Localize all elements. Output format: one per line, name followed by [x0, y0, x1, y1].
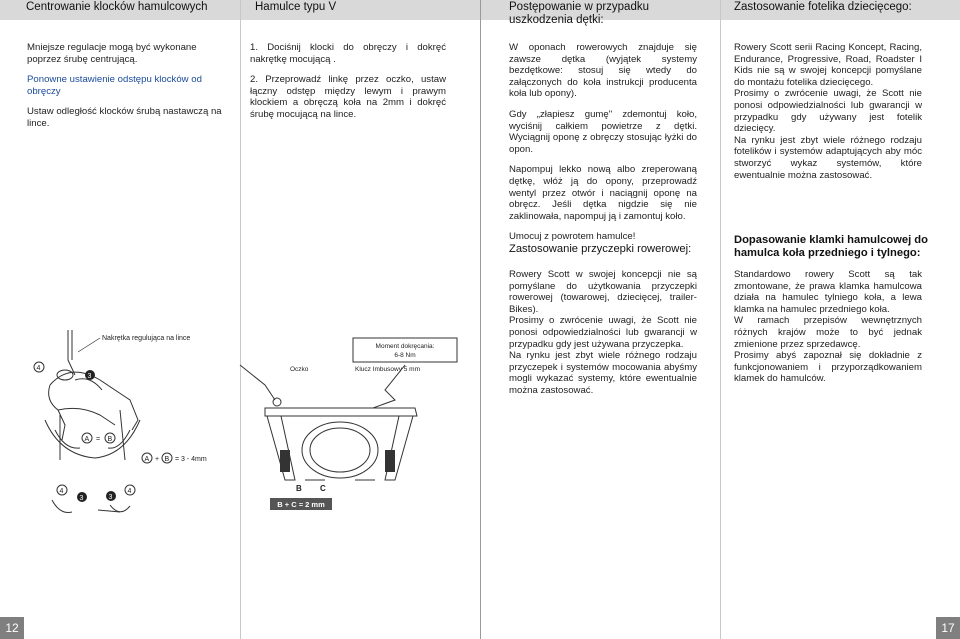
- paragraph: Prosimy o zwrócenie uwagi, że Scott nie ponosi odpowiedzialności lub gwarancji w przypadku gdy używany jest fotelik dziecięcy.: [734, 88, 922, 135]
- svg-text:A: A: [144, 456, 150, 463]
- eyelet-label: Oczko: [290, 366, 309, 373]
- brake-centering-illustration: [20, 320, 235, 525]
- adjuster-label: Nakrętka regulująca na lince: [102, 335, 191, 342]
- label-c: C: [320, 484, 326, 493]
- svg-text:3: 3: [87, 373, 92, 380]
- paragraph: Prosimy o zwrócenie uwagi, że Scott nie ponosi odpowiedzialności lub gwarancji w przypadku gdy jest używana przyczepka.: [509, 315, 697, 350]
- heading-v-brakes: Hamulce typu V: [255, 1, 337, 13]
- subheading-brake-lever: Dopasowanie klamki hamulcowej do hamulca koła przedniego i tylnego:: [734, 234, 928, 259]
- v-brake-illustration: [235, 330, 475, 525]
- column-2-text: [250, 42, 446, 130]
- svg-text:A: A: [84, 436, 90, 443]
- subheading-trailer: Zastosowanie przyczepki rowerowej:: [509, 243, 692, 255]
- paragraph: Standardowo rowery Scott są tak zmontowane, że prawa klamka hamulcowa działa na hamulec tylniego koła, a lewa klamka na hamulec przedniego koła.: [734, 269, 922, 315]
- column-1-text: [27, 42, 227, 139]
- paragraph: Ustaw odległość klocków śrubą nastawczą na lince.: [27, 106, 222, 129]
- paragraph: Na rynku jest zbyt wiele różnego rodzaju przyczepek i systemów mocowania abyśmy mogli wykazać systemy, które ewentualnie można zastosować.: [509, 350, 697, 396]
- svg-text:3: 3: [108, 494, 113, 501]
- column-3-text: [509, 42, 697, 252]
- svg-text:B: B: [107, 436, 113, 443]
- page-number-left: 12: [0, 617, 24, 639]
- heading-child-seat: Zastosowanie fotelika dziecięcego:: [734, 1, 912, 13]
- paragraph: Rowery Scott serii Racing Koncept, Racing, Endurance, Progressive, Road, Roadster I Kids nie są w swojej koncepcji pomyślane do montażu fotelika dziecięcego.: [734, 42, 922, 88]
- hex-key-label: Klucz Imbusowy 5 mm: [355, 366, 421, 373]
- column-divider: [240, 0, 241, 639]
- page-number-right: 17: [936, 617, 960, 639]
- svg-text:4: 4: [59, 488, 64, 495]
- label-b: B: [296, 484, 302, 493]
- paragraph-highlight: Ponowne ustawienie odstępu klocków od obręczy: [27, 74, 202, 97]
- paragraph: Rowery Scott w swojej koncepcji nie są pomyślane do użytkowania przyczepki rowerowej (towarowej, dziecięcej, trailer-Bikes).: [509, 269, 697, 315]
- svg-text:4: 4: [127, 488, 132, 495]
- gap-formula: B + C = 2 mm: [277, 500, 325, 509]
- svg-text:+: +: [155, 456, 160, 463]
- paragraph: Napompuj lekko nową albo zreperowaną dętkę, włóż ją do opony, przeprowadź wentyl przez otwór i naciągnij oponę na obręcz. Jeśli dętka nigdzie się nie zaklinowała, napompuj ją i zamontuj koło.: [509, 164, 697, 222]
- column-divider: [720, 0, 721, 639]
- svg-text:4: 4: [36, 365, 41, 372]
- page-divider: [480, 0, 481, 639]
- paragraph: Gdy „złapiesz gumę" zdemontuj koło, wyciśnij całkiem powietrze z dętki. Wyciągnij oponę z obręczy stosując łyżki do opon.: [509, 108, 697, 155]
- brake-lever-text: [734, 269, 922, 385]
- paragraph: W oponach rowerowych znajduje się zawsze dętka (wyjątek systemy bezdętkowe: stosuj się wtedy do załączonych do koła instrukcji producenta koła lub opony).: [509, 42, 697, 100]
- heading-tube-damage: Postępowanie w przypadku uszkodzenia dętki:: [509, 1, 649, 26]
- torque-line-1: Moment dokręcania:: [375, 343, 435, 350]
- paragraph: Mniejsze regulacje mogą być wykonane poprzez śrubę centrującą.: [27, 42, 197, 65]
- column-4-text: [734, 42, 922, 181]
- trailer-text: [509, 269, 697, 397]
- svg-text:B: B: [164, 456, 170, 463]
- paragraph: W ramach przepisów wewnętrznych różnych krajów może to być jednak zmienione przez sprzedawcę.: [734, 315, 922, 350]
- paragraph: Prosimy abyś zapoznał się dokładnie z funkcjonowaniem i przyporządkowaniem klamek do hamulców.: [734, 350, 922, 385]
- step-2: 2. Przeprowadź linkę przez oczko, ustaw łączny odstęp między lewym i prawym klockiem a obręczą koła na 2mm i dokręć śrubę mocującą na lince.: [250, 74, 446, 120]
- heading-centering: Centrowanie klocków hamulcowych: [26, 1, 208, 13]
- svg-text:=: =: [96, 436, 101, 443]
- svg-text:3: 3: [79, 495, 84, 502]
- paragraph: Umocuj z powrotem hamulce!: [509, 231, 636, 243]
- torque-line-2: 6-8 Nm: [394, 352, 416, 359]
- step-1: 1. Dociśnij klocki do obręczy i dokręć nakrętkę mocującą .: [250, 42, 446, 65]
- svg-text:= 3 - 4mm: = 3 - 4mm: [175, 456, 207, 463]
- paragraph: Na rynku jest zbyt wiele różnego rodzaju fotelików i systemów adaptujących aby móc stworzyć wykaz systemów, które ewentualnie można zastosować.: [734, 134, 922, 181]
